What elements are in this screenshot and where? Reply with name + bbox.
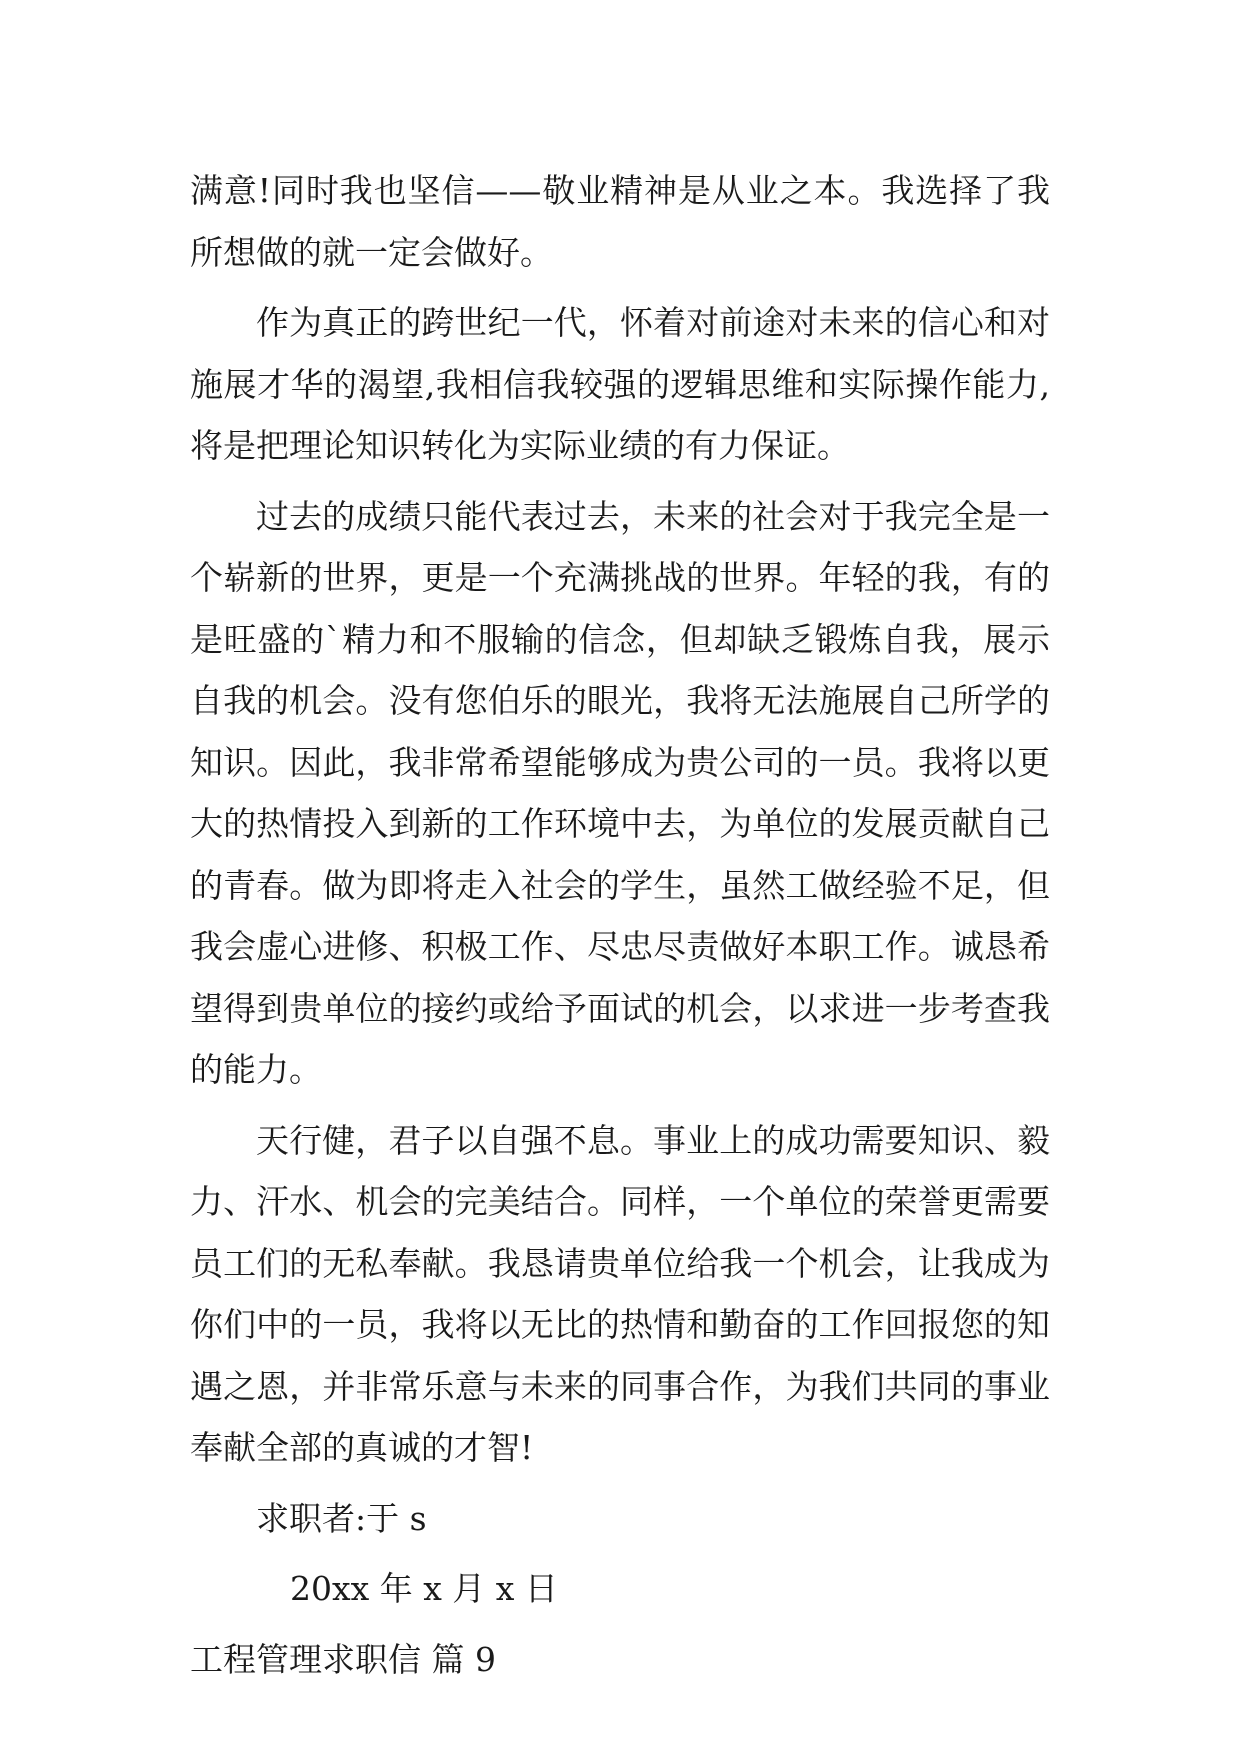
paragraph-line: 力、汗水、机会的完美结合。同样，一个单位的荣誉更需要 bbox=[190, 1182, 1050, 1221]
letter-body bbox=[190, 160, 1050, 1690]
paragraph-line: 作为真正的跨世纪一代，怀着对前途对未来的信心和对 bbox=[256, 303, 1050, 342]
paragraph-line: 个崭新的世界，更是一个充满挑战的世界。年轻的我，有的 bbox=[190, 558, 1050, 597]
paragraph-line: 自我的机会。没有您伯乐的眼光，我将无法施展自己所学的 bbox=[190, 681, 1050, 720]
paragraph-line: 是旺盛的`精力和不服输的信念，但却缺乏锻炼自我，展示 bbox=[190, 619, 1050, 659]
paragraph-line: 过去的成绩只能代表过去，未来的社会对于我完全是一 bbox=[256, 496, 1050, 536]
paragraph-line: 遇之恩，并非常乐意与未来的同事合作，为我们共同的事业 bbox=[190, 1366, 1050, 1406]
paragraph-line: 将是把理论知识转化为实际业绩的有力保证。 bbox=[190, 426, 850, 465]
paragraph-line: 施展才华的渴望,我相信我较强的逻辑思维和实际操作能力, bbox=[190, 364, 1050, 404]
paragraph-line: 你们中的一员，我将以无比的热情和勤奋的工作回报您的知 bbox=[190, 1305, 1050, 1344]
paragraph-line: 知识。因此，我非常希望能够成为贵公司的一员。我将以更 bbox=[190, 742, 1050, 782]
paragraph-line: 大的热情投入到新的工作环境中去，为单位的发展贡献自己 bbox=[190, 804, 1050, 843]
paragraph-line: 望得到贵单位的接约或给予面试的机会，以求进一步考查我 bbox=[190, 988, 1050, 1028]
paragraph-line: 我会虚心进修、积极工作、尽忠尽责做好本职工作。诚恳希 bbox=[190, 927, 1050, 966]
signature-date: 20xx 年 x 月 x 日 bbox=[290, 1569, 558, 1608]
section-heading: 工程管理求职信 篇 9 bbox=[190, 1639, 496, 1679]
paragraph-line: 奉献全部的真诚的才智! bbox=[190, 1428, 534, 1467]
paragraph-line: 的能力。 bbox=[190, 1050, 322, 1089]
signature-name: 求职者:于 s bbox=[256, 1498, 427, 1538]
paragraph-line: 所想做的就一定会做好。 bbox=[190, 232, 553, 272]
paragraph-line: 员工们的无私奉献。我恳请贵单位给我一个机会，让我成为 bbox=[190, 1243, 1050, 1283]
paragraph-line: 的青春。做为即将走入社会的学生，虽然工做经验不足，但 bbox=[190, 865, 1050, 905]
paragraph-line: 满意!同时我也坚信——敬业精神是从业之本。我选择了我 bbox=[190, 171, 1050, 210]
paragraph-line: 天行健，君子以自强不息。事业上的成功需要知识、毅 bbox=[256, 1120, 1050, 1160]
